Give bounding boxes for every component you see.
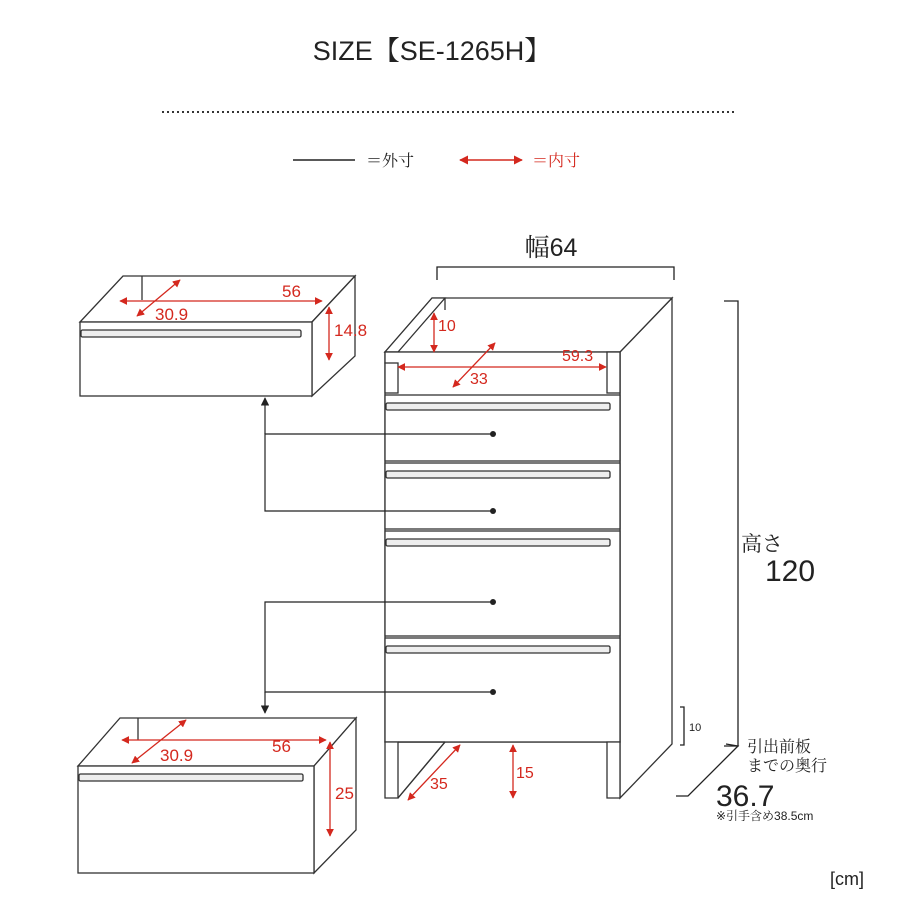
side-dim-label: 10 bbox=[689, 722, 702, 734]
cabinet-handle-3 bbox=[386, 539, 610, 546]
unit-label: [cm] bbox=[830, 869, 864, 889]
shelf-depth-label: 33 bbox=[470, 371, 488, 388]
drawer-small-depth-label: 30.9 bbox=[155, 305, 189, 324]
drawer-large-width-label: 56 bbox=[272, 737, 291, 756]
shelf-width-label: 59.3 bbox=[562, 348, 594, 365]
height-label: 高さ bbox=[741, 533, 783, 556]
cabinet-handle-1 bbox=[386, 403, 610, 410]
connector-dot-4 bbox=[490, 689, 496, 695]
cabinet-handle-2 bbox=[386, 471, 610, 478]
connector-dot-3 bbox=[490, 599, 496, 605]
cabinet-drawer-3 bbox=[385, 531, 620, 636]
width-bracket bbox=[437, 267, 674, 280]
height-bracket bbox=[724, 301, 738, 746]
depth-label-line1: 引出前板 bbox=[747, 739, 812, 756]
depth-note: ※引手含め38.5cm bbox=[716, 809, 814, 823]
legend-outer-label: ＝外寸 bbox=[366, 153, 415, 170]
drawer-large bbox=[78, 718, 356, 873]
drawer-large-handle bbox=[79, 774, 303, 781]
connector-dot-2 bbox=[490, 508, 496, 514]
height-value: 120 bbox=[765, 555, 816, 588]
connector-dot-1 bbox=[490, 431, 496, 437]
legend-inner-label: ＝内寸 bbox=[532, 153, 581, 170]
drawer-large-height-label: 25 bbox=[335, 784, 354, 803]
depth-value: 36.7 bbox=[716, 780, 775, 813]
cabinet-body bbox=[385, 298, 672, 798]
cabinet-handle-4 bbox=[386, 646, 610, 653]
depth-label-line2: までの奥行 bbox=[747, 758, 828, 775]
drawer-small bbox=[80, 276, 355, 396]
base-height-label: 15 bbox=[516, 765, 534, 782]
shelf-height-label: 10 bbox=[438, 318, 456, 335]
drawer-large-depth-label: 30.9 bbox=[160, 746, 194, 765]
base-depth-label: 35 bbox=[430, 776, 448, 793]
width-label: 幅64 bbox=[524, 234, 578, 262]
legend bbox=[293, 152, 580, 170]
drawer-small-handle bbox=[81, 330, 301, 337]
side-dim-bracket bbox=[680, 707, 684, 745]
drawer-small-height-label: 14.8 bbox=[334, 321, 368, 340]
drawer-small-width-label: 56 bbox=[282, 282, 301, 301]
page-title: SIZE【SE-1265H】 bbox=[312, 36, 552, 66]
